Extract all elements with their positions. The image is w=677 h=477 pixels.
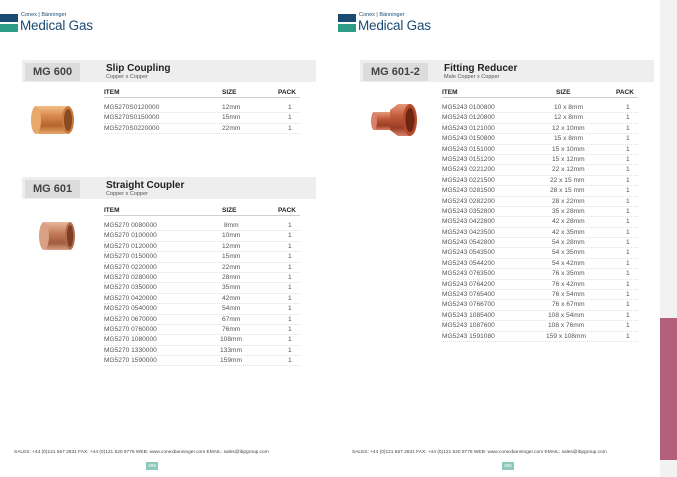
col-pack: PACK xyxy=(278,89,296,96)
item-size: 42 x 35mm xyxy=(552,228,585,236)
right-page xyxy=(338,0,660,477)
table-row xyxy=(104,113,300,123)
table-row xyxy=(442,311,638,321)
item-size: 159mm xyxy=(220,357,242,365)
table-row xyxy=(442,280,638,290)
item-code: MG5243 0100800 xyxy=(442,104,495,111)
table-row xyxy=(104,242,300,252)
item-pack: 1 xyxy=(626,280,630,288)
page-footer-left: SALES: +44 (0)121 557 2831 FAX: +44 (0)121 520 8778 WEB: www.conexbanninger.com EMAIL: sales@ibpgroup.com xyxy=(14,450,269,455)
item-pack: 1 xyxy=(626,291,630,299)
table-row xyxy=(104,356,300,366)
table-row xyxy=(442,248,638,258)
item-pack: 1 xyxy=(288,232,292,240)
page-number-right: 300 xyxy=(502,462,514,470)
brand-company: Conex | Bänninger xyxy=(359,12,405,18)
item-pack: 1 xyxy=(626,124,630,132)
items-table-mg-601 xyxy=(104,206,300,366)
table-row xyxy=(442,103,638,113)
table-row xyxy=(442,124,638,134)
item-size: 35mm xyxy=(222,284,241,292)
item-size: 54 x 28mm xyxy=(552,239,585,247)
item-pack: 1 xyxy=(288,114,292,122)
table-row xyxy=(442,207,638,217)
item-code: MG5270 0760000 xyxy=(104,325,157,333)
brand-logo-icon xyxy=(338,14,356,32)
table-row xyxy=(442,197,638,207)
item-size: 15 x 8mm xyxy=(554,135,583,143)
table-row xyxy=(104,221,300,231)
items-table-mg-601-2 xyxy=(442,88,638,342)
item-code: MG5243 1085400 xyxy=(442,311,495,319)
item-size: 108 x 76mm xyxy=(548,322,585,330)
item-pack: 1 xyxy=(626,145,630,153)
item-size: 10 x 8mm xyxy=(554,104,583,111)
item-size: 22 x 12mm xyxy=(552,166,585,174)
col-pack: PACK xyxy=(278,207,296,214)
page-footer-right: SALES: +44 (0)121 557 2831 FAX: +44 (0)121 520 8778 WEB: www.conexbanninger.com EMAIL: sales@ibpgroup.com xyxy=(352,450,607,455)
item-pack: 1 xyxy=(288,325,292,333)
table-row xyxy=(442,176,638,186)
item-code: MG5270 0350000 xyxy=(104,284,157,292)
item-pack: 1 xyxy=(288,336,292,344)
item-pack: 1 xyxy=(626,239,630,247)
item-size: 28mm xyxy=(222,273,241,281)
brand-company: Conex | Bänninger xyxy=(21,12,67,18)
item-pack: 1 xyxy=(626,322,630,330)
table-row xyxy=(104,346,300,356)
table-row xyxy=(442,300,638,310)
item-pack: 1 xyxy=(626,301,630,309)
table-row xyxy=(442,269,638,279)
item-code: MG5270 0420000 xyxy=(104,294,157,302)
item-pack: 1 xyxy=(288,346,292,354)
item-code: MG5243 0150800 xyxy=(442,135,495,143)
table-row xyxy=(104,252,300,262)
straight-coupler-image xyxy=(38,218,78,259)
item-size: 42mm xyxy=(222,294,241,302)
item-size: 15 x 10mm xyxy=(552,145,585,153)
item-size: 133mm xyxy=(220,346,242,354)
table-header xyxy=(104,206,300,216)
product-name: Slip Coupling xyxy=(106,63,171,74)
item-size: 108 x 54mm xyxy=(548,311,585,319)
item-size: 35 x 28mm xyxy=(552,207,585,215)
table-row xyxy=(442,155,638,165)
item-pack: 1 xyxy=(626,187,630,195)
product-name: Straight Coupler xyxy=(106,180,185,191)
item-code: MG5243 0121000 xyxy=(442,124,495,132)
item-code: MG5243 0281500 xyxy=(442,187,495,195)
table-header xyxy=(104,88,300,98)
item-code: MG5270 0100000 xyxy=(104,232,157,240)
item-size: 12 x 10mm xyxy=(552,124,585,132)
item-pack: 1 xyxy=(288,222,292,229)
col-item: ITEM xyxy=(104,207,120,214)
items-table-mg-600 xyxy=(104,88,300,134)
item-code: MG5270S0120000 xyxy=(104,104,160,111)
item-size: 76 x 42mm xyxy=(552,280,585,288)
item-pack: 1 xyxy=(626,155,630,163)
item-code: MG5243 0151200 xyxy=(442,155,495,163)
item-pack: 1 xyxy=(626,218,630,226)
col-size: SIZE xyxy=(222,89,237,96)
item-size: 22 x 15 mm xyxy=(550,176,585,184)
item-pack: 1 xyxy=(626,114,630,122)
table-row xyxy=(104,263,300,273)
item-code: MG5243 0766700 xyxy=(442,301,495,309)
item-code: MG5270 1590000 xyxy=(104,357,157,365)
item-size: 28 x 22mm xyxy=(552,197,585,205)
item-size: 76mm xyxy=(222,325,241,333)
table-row xyxy=(104,335,300,345)
item-code: MG5270 0120000 xyxy=(104,242,157,250)
table-row xyxy=(104,325,300,335)
item-code: MG5270 0280000 xyxy=(104,273,157,281)
item-size: 76 x 67mm xyxy=(552,301,585,309)
item-pack: 1 xyxy=(626,332,630,340)
item-size: 54 x 35mm xyxy=(552,249,585,257)
item-code: MG5243 0544200 xyxy=(442,259,495,267)
item-pack: 1 xyxy=(288,104,292,111)
page-number-left: 299 xyxy=(146,462,158,470)
item-pack: 1 xyxy=(626,228,630,236)
table-row xyxy=(442,186,638,196)
item-size: 22mm xyxy=(222,263,241,271)
item-code: MG5243 0423500 xyxy=(442,228,495,236)
item-code: MG5243 0422800 xyxy=(442,218,495,226)
item-code: MG5270S0150000 xyxy=(104,114,160,122)
table-row xyxy=(442,259,638,269)
left-page xyxy=(0,0,330,477)
item-code: MG5270 0670000 xyxy=(104,315,157,323)
item-pack: 1 xyxy=(626,207,630,215)
item-pack: 1 xyxy=(288,284,292,292)
table-row xyxy=(442,332,638,342)
item-size: 15mm xyxy=(222,114,241,122)
item-size: 12mm xyxy=(222,104,241,111)
item-size: 12mm xyxy=(222,242,241,250)
item-size: 15mm xyxy=(222,253,241,261)
item-size: 8mm xyxy=(224,222,239,229)
item-size: 76 x 35mm xyxy=(552,270,585,278)
table-header xyxy=(442,88,638,98)
brand-logo-icon xyxy=(0,14,18,32)
item-pack: 1 xyxy=(626,311,630,319)
item-size: 76 x 54mm xyxy=(552,291,585,299)
item-code: MG5243 0352800 xyxy=(442,207,495,215)
item-code: MG5243 0221200 xyxy=(442,166,495,174)
item-pack: 1 xyxy=(288,357,292,365)
item-size: 159 x 108mm xyxy=(546,332,586,340)
item-code: MG5270 1080000 xyxy=(104,336,157,344)
item-size: 108mm xyxy=(220,336,242,344)
item-pack: 1 xyxy=(626,270,630,278)
item-code: MG5270 0150000 xyxy=(104,253,157,261)
col-size: SIZE xyxy=(222,207,237,214)
table-row xyxy=(104,124,300,134)
col-size: SIZE xyxy=(556,89,571,96)
table-row xyxy=(442,113,638,123)
product-code: MG 600 xyxy=(25,63,80,81)
product-name: Fitting Reducer xyxy=(444,63,518,74)
item-pack: 1 xyxy=(626,197,630,205)
section-tab xyxy=(660,318,677,460)
table-row xyxy=(442,321,638,331)
item-code: MG5243 0151000 xyxy=(442,145,495,153)
item-code: MG5270 1330000 xyxy=(104,346,157,354)
item-size: 10mm xyxy=(222,232,241,240)
item-code: MG5243 0764200 xyxy=(442,280,495,288)
item-size: 28 x 15 mm xyxy=(550,187,585,195)
table-row xyxy=(442,145,638,155)
product-subtitle: Copper x Copper xyxy=(106,191,148,197)
brand-title: Medical Gas xyxy=(20,18,93,33)
item-pack: 1 xyxy=(626,176,630,184)
product-subtitle: Male Copper x Copper xyxy=(444,74,500,80)
item-pack: 1 xyxy=(288,305,292,313)
product-subtitle: Copper x Copper xyxy=(106,74,148,80)
product-code: MG 601-2 xyxy=(363,63,428,81)
table-row xyxy=(442,217,638,227)
fitting-reducer-image xyxy=(370,98,420,147)
item-code: MG5243 1087600 xyxy=(442,322,495,330)
item-pack: 1 xyxy=(288,242,292,250)
product-code: MG 601 xyxy=(25,180,80,198)
item-code: MG5270 0220000 xyxy=(104,263,157,271)
table-row xyxy=(442,165,638,175)
section-mg-600 xyxy=(22,60,316,84)
item-size: 22mm xyxy=(222,124,241,132)
item-code: MG5243 0282200 xyxy=(442,197,495,205)
item-pack: 1 xyxy=(288,294,292,302)
col-item: ITEM xyxy=(104,89,120,96)
table-row xyxy=(104,304,300,314)
table-row xyxy=(104,294,300,304)
item-pack: 1 xyxy=(626,135,630,143)
item-pack: 1 xyxy=(288,273,292,281)
item-code: MG5243 0765400 xyxy=(442,291,495,299)
item-pack: 1 xyxy=(626,104,630,111)
section-mg-601-2 xyxy=(360,60,654,84)
item-pack: 1 xyxy=(288,124,292,132)
slip-coupling-image xyxy=(30,102,76,143)
item-code: MG5243 0120800 xyxy=(442,114,495,122)
table-row xyxy=(104,231,300,241)
item-code: MG5243 0763500 xyxy=(442,270,495,278)
item-pack: 1 xyxy=(626,249,630,257)
item-pack: 1 xyxy=(288,263,292,271)
table-row xyxy=(442,290,638,300)
item-code: MG5243 0221500 xyxy=(442,176,495,184)
item-pack: 1 xyxy=(626,166,630,174)
table-row xyxy=(442,134,638,144)
brand-title: Medical Gas xyxy=(358,18,431,33)
section-mg-601 xyxy=(22,177,316,201)
table-row xyxy=(104,103,300,113)
item-pack: 1 xyxy=(626,259,630,267)
item-size: 54 x 42mm xyxy=(552,259,585,267)
item-size: 54mm xyxy=(222,305,241,313)
item-code: MG5270S0220000 xyxy=(104,124,160,132)
table-row xyxy=(104,315,300,325)
item-size: 12 x 8mm xyxy=(554,114,583,122)
item-pack: 1 xyxy=(288,253,292,261)
item-code: MG5270 0080000 xyxy=(104,222,157,229)
item-pack: 1 xyxy=(288,315,292,323)
item-size: 15 x 12mm xyxy=(552,155,585,163)
table-row xyxy=(442,228,638,238)
table-row xyxy=(442,238,638,248)
col-item: ITEM xyxy=(442,89,458,96)
item-code: MG5270 0540000 xyxy=(104,305,157,313)
item-size: 42 x 28mm xyxy=(552,218,585,226)
item-code: MG5243 0543500 xyxy=(442,249,495,257)
table-row xyxy=(104,273,300,283)
table-row xyxy=(104,283,300,293)
item-code: MG5243 0542800 xyxy=(442,239,495,247)
col-pack: PACK xyxy=(616,89,634,96)
item-code: MG5243 1591080 xyxy=(442,332,495,340)
item-size: 67mm xyxy=(222,315,241,323)
